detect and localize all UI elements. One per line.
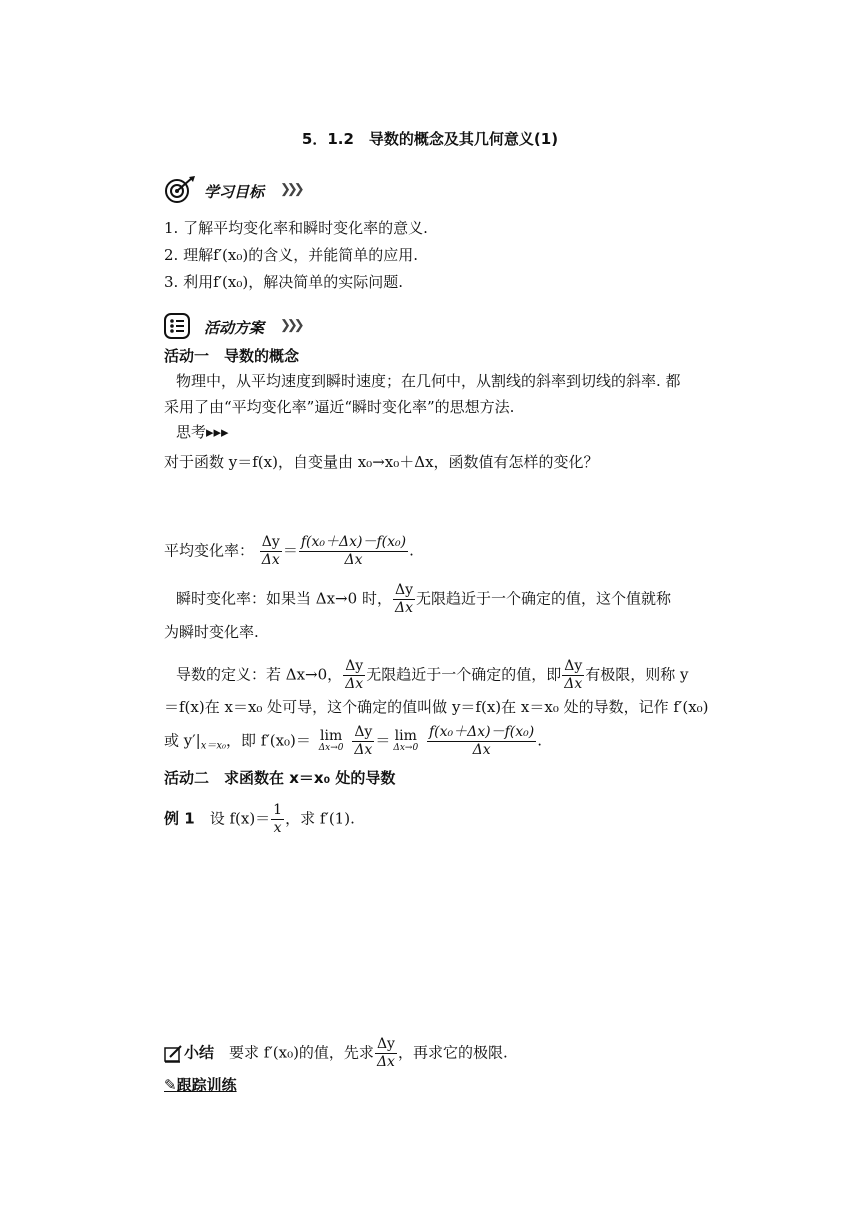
def-line-3: 或 $y'|_{x=x_0}$，即 f′(x₀)＝ lim Δx→0 $\frac{\Delta y}{\Delta x}$ ＝ lim Δx→0 $\frac{\text{f(x₀＋Δx)－f(x₀)}}{\Delta x}$ . [164, 724, 542, 758]
goals-banner-label: 学习目标 [204, 183, 265, 201]
activities-banner [162, 311, 322, 341]
summary-line: 小结 要求 f′(x₀)的值，先求 $\frac{\Delta y}{\Delta x}$ ，再求它的极限. [164, 1036, 508, 1071]
pencil-note-icon [164, 1045, 184, 1063]
goal-item-3: 3. 利用f′(x₀)，解决简单的实际问题. [164, 273, 403, 291]
frac-dy-dx: $\frac{\Delta y}{\Delta x}$ [354, 724, 373, 758]
frac-dy-dx: $\frac{\Delta y}{\Delta x}$ [261, 534, 280, 568]
inst-rate-line-2: 为瞬时变化率. [164, 623, 259, 641]
chevrons-icon: ❯❯❯ [280, 182, 301, 197]
frac-one-over-x: $\frac{1}{x}$ [273, 802, 283, 836]
frac-difference-quotient: $\frac{\text{f(x₀＋Δx)－f(x₀)}}{\Delta x}$ [428, 724, 535, 758]
activity-2-title: 活动二 求函数在 x＝x₀ 处的导数 [164, 769, 396, 787]
target-icon [162, 175, 198, 205]
frac-dy-dx: $\frac{\Delta y}{\Delta x}$ [345, 658, 364, 692]
para-1b: 采用了由“平均变化率”逼近“瞬时变化率”的思想方法. [164, 398, 515, 416]
para-1a: 物理中，从平均速度到瞬时速度；在几何中，从割线的斜率到切线的斜率. 都 [176, 372, 681, 390]
think-question: 对于函数 y＝f(x)，自变量由 x₀→x₀＋Δx，函数值有怎样的变化？ [164, 453, 599, 471]
think-label: 思考▸▸▸ [176, 423, 229, 441]
frac-dy-dx: $\frac{\Delta y}{\Delta x}$ [376, 1036, 395, 1070]
frac-difference-quotient: $\frac{\text{f(x₀＋Δx)－f(x₀)}}{\Delta x}$ [300, 534, 407, 568]
activity-1-title: 活动一 导数的概念 [164, 347, 300, 365]
avg-rate-label: 平均变化率： [164, 541, 255, 560]
def-line-1: 导数的定义：若 Δx→0， $\frac{\Delta y}{\Delta x}$ 无限趋近于一个确定的值，即 $\frac{\Delta y}{\Delta x}$ 有极限，则称 y [176, 658, 689, 692]
def-line-2: ＝f(x)在 x＝x₀ 处可导，这个确定的值叫做 y＝f(x)在 x＝x₀ 处的导数，记作 f′(x₀) [164, 698, 709, 716]
example-1: 例 1 设 f(x)＝ $\frac{1}{x}$ ，求 f′(1). [164, 802, 355, 836]
pencil-icon: ✎ [164, 1076, 177, 1094]
goals-banner [162, 175, 322, 205]
goal-item-1: 1. 了解平均变化率和瞬时变化率的意义. [164, 219, 428, 237]
follow-training: ✎跟踪训练 [164, 1076, 237, 1094]
list-icon [162, 311, 198, 341]
summary-label: 小结 [184, 1043, 215, 1062]
frac-dy-dx: $\frac{\Delta y}{\Delta x}$ [394, 582, 413, 616]
inst-rate-line: 瞬时变化率：如果当 Δx→0 时， $\frac{\Delta y}{\Delta x}$ 无限趋近于一个确定的值，这个值就称 [176, 582, 671, 616]
limit-operator: lim Δx→0 [318, 727, 344, 753]
frac-dy-dx: $\frac{\Delta y}{\Delta x}$ [564, 658, 583, 692]
example-1-label: 例 1 [164, 809, 195, 828]
goal-item-2: 2. 理解f′(x₀)的含义，并能简单的应用. [164, 246, 418, 264]
activities-banner-label: 活动方案 [204, 319, 265, 337]
page-title: 5．1.2 导数的概念及其几何意义(1) [301, 130, 559, 148]
limit-operator: lim Δx→0 [393, 727, 419, 753]
chevrons-icon: ❯❯❯ [280, 318, 301, 333]
avg-rate-line: 平均变化率： $\frac{\Delta y}{\Delta x}$ ＝ $\frac{\text{f(x₀＋Δx)－f(x₀)}}{\Delta x}$ . [164, 534, 414, 568]
